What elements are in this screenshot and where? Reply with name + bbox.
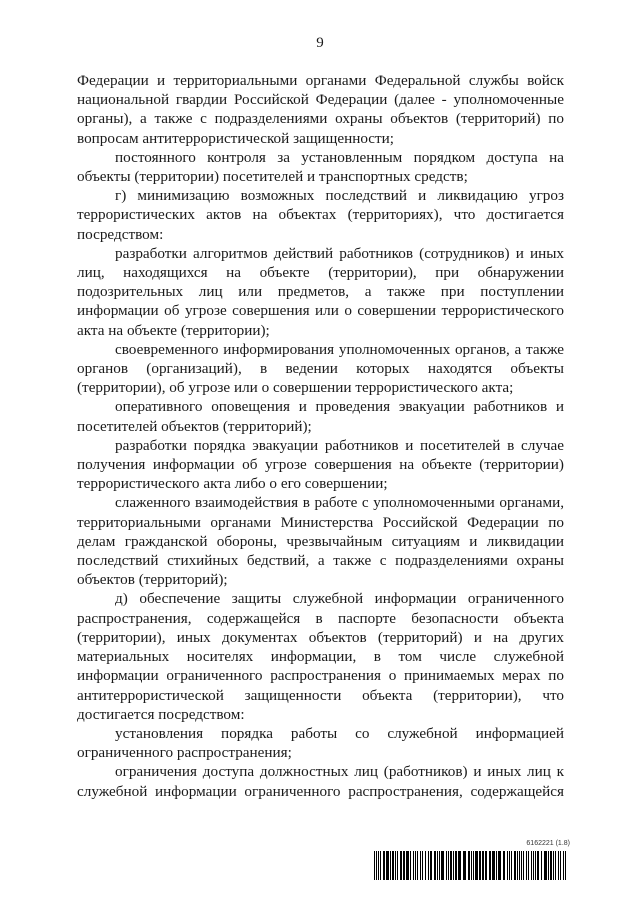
barcode-bar — [537, 851, 539, 880]
barcode-bar — [535, 851, 536, 880]
barcode-bar — [523, 851, 524, 880]
barcode-bar — [517, 851, 518, 880]
barcode-bar — [541, 851, 542, 880]
paragraph: д) обеспечение защиты служебной информации ограниченного распространения, содержащейся в паспорте безопасности объекта (территории), иных документах объектов (территорий) и на других материальных носителях информации, в том числе служебной информации ограниченного распространения о принимаемых мерах по антитеррористической защищенности объекта (территории), что достигается посредством: — [77, 590, 564, 723]
barcode-bar — [413, 851, 414, 880]
barcode-bar — [548, 851, 549, 880]
barcode-bar — [430, 851, 432, 880]
barcode-bar — [463, 851, 466, 880]
barcode-bar — [519, 851, 520, 880]
barcode-bar — [448, 851, 449, 880]
barcode-bar — [437, 851, 438, 880]
barcode-bar — [479, 851, 481, 880]
barcode-bar — [507, 851, 508, 880]
barcode-bar — [378, 851, 379, 880]
barcode-bar — [528, 851, 529, 880]
barcode-bar — [489, 851, 491, 880]
barcode-bar — [533, 851, 534, 880]
barcode-bar — [503, 851, 505, 880]
paragraph: своевременного информирования уполномоченных органов, а также органов (организаций), в ведении которых находятся объекты (территории), об угрозе или о совершении террористического акта; — [77, 340, 564, 397]
paragraph: ограничения доступа должностных лиц (работников) и иных лиц к служебной информации ограниченного распространения, содержащейся — [77, 763, 564, 800]
barcode-bar — [439, 851, 440, 880]
barcode-bar — [392, 851, 394, 880]
barcode-bar — [482, 851, 484, 880]
barcode-bar — [550, 851, 552, 880]
barcode-bar — [395, 851, 396, 880]
barcode-bar — [380, 851, 381, 880]
barcode-bar — [400, 851, 402, 880]
barcode-bar — [498, 851, 501, 880]
barcode-bar — [511, 851, 512, 880]
barcode-bar — [397, 851, 398, 880]
barcode-caption: 6162221 (1.8) — [526, 840, 570, 847]
paragraph: слаженного взаимодействия в работе с уполномоченными органами, территориальными органами Министерства Российской Федерации по делам гражданской обороны, чрезвычайным ситуациям и ликвидации последствий стихийных бедствий, а также с подразделениями охраны объектов (территорий); — [77, 494, 564, 589]
paragraph: Федерации и территориальными органами Федеральной службы войск национальной гвардии Российской Федерации (далее - уполномоченные органы), а также с подразделениями охраны объектов (территорий) по вопросам антитеррористической защищенности; — [77, 72, 564, 147]
paragraph: разработки алгоритмов действий работников (сотрудников) и иных лиц, находящихся на объекте (территории), при обнаружении подозрительных лиц или предметов, а также при поступлении информации об угрозе совершения или о совершении террористического акта на объекте (территории); — [77, 244, 564, 339]
page-number: 9 — [316, 35, 324, 51]
barcode-icon — [374, 851, 570, 880]
barcode-bar — [374, 851, 375, 880]
barcode-bar — [386, 851, 389, 880]
barcode-bar — [415, 851, 416, 880]
barcode-bar — [485, 851, 487, 880]
barcode-bar — [558, 851, 559, 880]
barcode-bar — [453, 851, 454, 880]
barcode-bar — [425, 851, 426, 880]
paragraph: разработки порядка эвакуации работников и посетителей в случае получения информации об угрозе совершения на объекте (территории) террористического акта либо о его совершении; — [77, 436, 564, 493]
barcode-bar — [553, 851, 554, 880]
barcode-bar — [434, 851, 436, 880]
barcode-bar — [521, 851, 522, 880]
paragraph: г) минимизацию возможных последствий и ликвидацию угроз террористических актов на объектах (территориях), что достигается посредством: — [77, 187, 564, 243]
barcode-bar — [509, 851, 510, 880]
barcode-bar — [514, 851, 516, 880]
barcode-bar — [560, 851, 561, 880]
barcode-bar — [531, 851, 532, 880]
barcode-bar — [450, 851, 452, 880]
paragraph: установления порядка работы со служебной информацией ограниченного распространения; — [77, 724, 564, 762]
barcode-bar — [496, 851, 497, 880]
barcode-bar — [390, 851, 391, 880]
barcode-bar — [406, 851, 409, 880]
barcode-bar — [428, 851, 429, 880]
barcode-bar — [376, 851, 377, 880]
barcode-bar — [468, 851, 470, 880]
barcode-bar — [383, 851, 385, 880]
barcode-bar — [555, 851, 556, 880]
barcode-bar — [492, 851, 495, 880]
barcode-bar — [446, 851, 447, 880]
barcode-bar — [420, 851, 421, 880]
barcode-bar — [417, 851, 418, 880]
barcode-bar — [526, 851, 527, 880]
barcode-bar — [544, 851, 547, 880]
paragraph: оперативного оповещения и проведения эвакуации работников и посетителей объектов (территорий); — [77, 398, 564, 435]
barcode-bar — [475, 851, 478, 880]
barcode-bar — [473, 851, 474, 880]
barcode-bar — [403, 851, 405, 880]
document-body — [77, 71, 564, 801]
barcode-bar — [455, 851, 457, 880]
barcode-bar — [563, 851, 564, 880]
paragraph: постоянного контроля за установленным порядком доступа на объекты (территории) посетителей и транспортных средств; — [77, 148, 564, 186]
barcode-bar — [410, 851, 411, 880]
barcode — [374, 840, 570, 880]
barcode-bar — [441, 851, 444, 880]
barcode-bar — [471, 851, 472, 880]
barcode-bar — [565, 851, 566, 880]
barcode-bar — [458, 851, 461, 880]
barcode-bar — [422, 851, 423, 880]
